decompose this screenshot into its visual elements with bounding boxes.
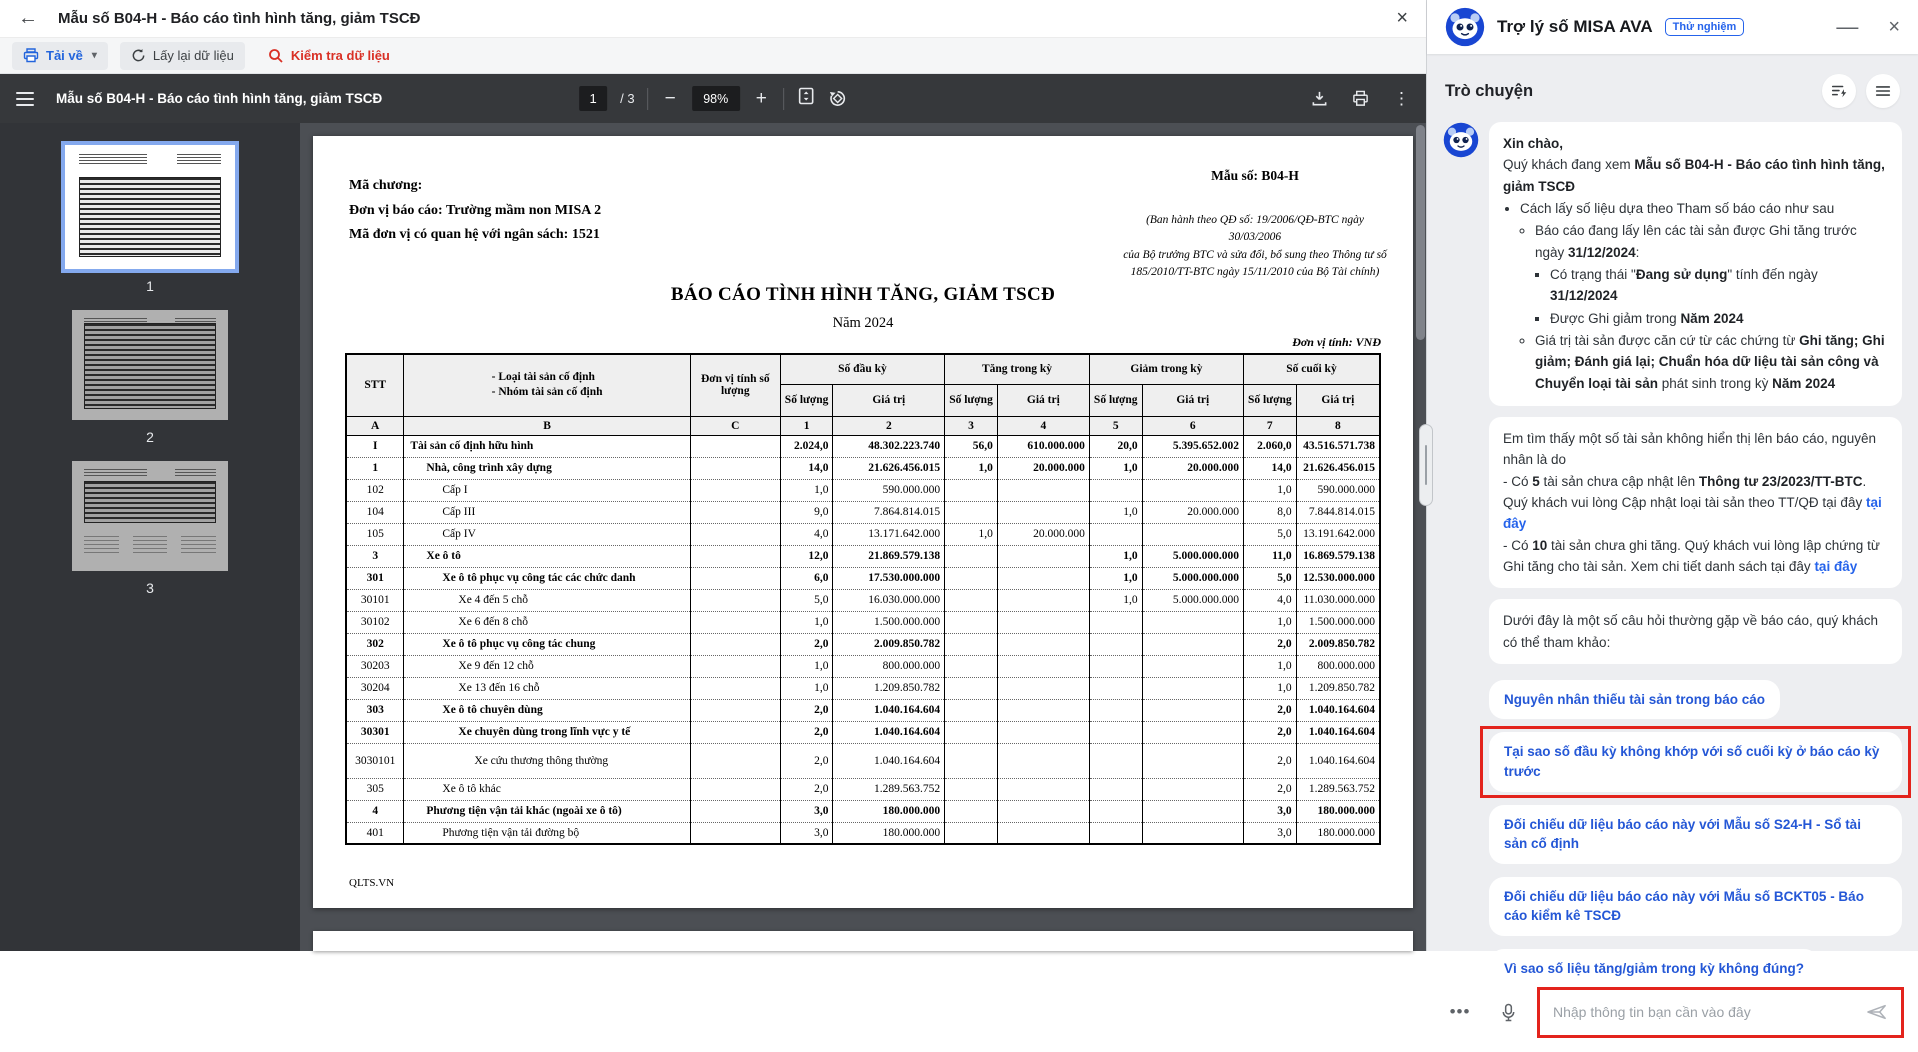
letter-header: B bbox=[404, 416, 690, 435]
table-row: 301 Xe ô tô phục vụ công tác các chức danh 6,0 17.530.000.000 1,0 5.000.000.000 5,0 12.530.000.000 bbox=[346, 567, 1380, 589]
col-header-increase: Tăng trong kỳ bbox=[945, 354, 1090, 384]
letter-header: 7 bbox=[1243, 416, 1296, 435]
thumbnail-page-number: 2 bbox=[146, 429, 154, 445]
letter-header: 2 bbox=[833, 416, 945, 435]
page-thumbnail-1[interactable] bbox=[65, 145, 235, 294]
page-thumbnail-2[interactable] bbox=[72, 310, 228, 445]
table-row: 3 Xe ô tô 12,0 21.869.579.138 1,0 5.000.000.000 11,0 16.869.579.138 bbox=[346, 545, 1380, 567]
download-button[interactable] bbox=[12, 42, 108, 70]
suggested-question-chip[interactable]: Đối chiếu dữ liệu báo cáo này với Mẫu số S24-H - Sổ tài sản cố định bbox=[1489, 805, 1902, 864]
pdf-action-icons bbox=[1311, 89, 1410, 109]
issue-note: (Ban hành theo QĐ số: 19/2006/QĐ-BTC ngày 30/03/2006 của Bộ trưởng BTC và sửa đổi, bổ sung theo Thông tư số 185/2010/TT-BTC ngày 15/11/2010 của Bộ Tài chính) bbox=[1123, 214, 1387, 278]
col-header-opening: Số đầu kỳ bbox=[780, 354, 944, 384]
highlight-annotation bbox=[1537, 987, 1904, 1038]
chat-body bbox=[1427, 54, 1918, 988]
window-header bbox=[0, 0, 1426, 38]
assistant-title: Trợ lý số MISA AVA bbox=[1497, 17, 1653, 36]
table-row: 30101 Xe 4 đến 5 chỗ 5,0 16.030.000.000 1,0 5.000.000.000 4,0 11.030.000.000 bbox=[346, 589, 1380, 611]
suggested-question-chip[interactable]: Nguyên nhân thiếu tài sản trong báo cáo bbox=[1489, 680, 1780, 720]
chat-message bbox=[1443, 122, 1902, 406]
col-header-closing: Số cuối kỳ bbox=[1243, 354, 1380, 384]
report-form-block bbox=[1119, 168, 1391, 281]
chapter-code-label: Mã chương: bbox=[349, 178, 423, 193]
zoom-level-value[interactable]: 98% bbox=[692, 86, 740, 111]
letter-header: 8 bbox=[1296, 416, 1380, 435]
form-number: Mẫu số: B04-H bbox=[1211, 168, 1299, 183]
check-data-button[interactable] bbox=[257, 42, 401, 70]
minimize-icon[interactable]: — bbox=[1836, 14, 1859, 39]
thumbnail-preview[interactable] bbox=[72, 461, 228, 571]
suggested-question-chip[interactable]: Tại sao số đầu kỳ không khớp với số cuối kỳ ở báo cáo kỳ trước bbox=[1489, 732, 1902, 791]
suggested-question-chip[interactable]: Vì sao số liệu tăng/giảm trong kỳ không đúng? bbox=[1489, 949, 1819, 989]
letter-header: 6 bbox=[1142, 416, 1243, 435]
table-row: 3030101 Xe cứu thương thông thường 2,0 1.040.164.604 2,0 1.040.164.604 bbox=[346, 743, 1380, 778]
message-bubble: Xin chào, Quý khách đang xem Mẫu số B04-H - Báo cáo tình hình tăng, giảm TSCĐ • Cách lấy số liệu dựa theo Tham số báo cáo như sau ◦ Báo cáo đang lấy lên các tài sản được Ghi tăng trước ngày 31/12/2024: ▪ Có trạng thái "Đang sử dụng" tính đến ngày 31/12/2024 ▪ Được Ghi giảm trong Năm 2024 ◦ Giá trị tài sản được căn cứ từ các chứng từ Ghi tăng; Ghi giảm; Đánh giá lại; Chuẩn hóa dữ liệu tài sản công và Chuyển loại tài sản phát sinh trong kỳ Năm 2024 bbox=[1489, 122, 1902, 406]
highlight-annotation bbox=[1480, 726, 1911, 797]
close-icon[interactable]: × bbox=[1888, 15, 1900, 38]
watermark-label: QLTS.VN bbox=[349, 877, 395, 889]
message-bubble: Em tìm thấy một số tài sản không hiển thị lên báo cáo, nguyên nhân là do - Có 5 tài sản chưa cập nhật lên Thông tư 23/2023/TT-BTC. Quý khách vui lòng Cập nhật loại tài sản theo TT/QĐ tại đây tại đây - Có 10 tài sản chưa ghi tăng. Quý khách vui lòng lập chứng từ Ghi tăng cho tài sản. Xem chi tiết danh sách tại đây tại đây bbox=[1489, 417, 1902, 588]
back-button[interactable]: ← bbox=[18, 7, 38, 30]
col-header-qty: Số lượng bbox=[945, 384, 998, 416]
zoom-out-button[interactable]: − bbox=[664, 87, 676, 109]
download-icon[interactable] bbox=[1311, 90, 1328, 107]
page-number-input[interactable]: 1 bbox=[579, 86, 607, 111]
thumbnail-panel bbox=[0, 123, 300, 951]
report-org-block bbox=[349, 174, 601, 248]
col-header-type: - Loại tài sản cố định - Nhóm tài sản cố định bbox=[404, 354, 690, 416]
table-row: 104 Cấp III 9,0 7.864.814.015 1,0 20.000.000 8,0 7.844.814.015 bbox=[346, 501, 1380, 523]
col-header-value: Giá trị bbox=[997, 384, 1089, 416]
microphone-icon bbox=[1500, 1003, 1517, 1022]
pdf-document-title: Mẫu số B04-H - Báo cáo tình hình tăng, giảm TSCĐ bbox=[56, 91, 383, 106]
table-row: 102 Cấp I 1,0 590.000.000 1,0 590.000.000 bbox=[346, 479, 1380, 501]
refresh-icon bbox=[131, 48, 146, 63]
check-button-label: Kiểm tra dữ liệu bbox=[290, 48, 390, 64]
window-close-icon[interactable]: × bbox=[1396, 7, 1408, 30]
viewer-scrollbar[interactable] bbox=[1416, 125, 1425, 945]
report-page-2-top bbox=[313, 931, 1413, 951]
col-header-value: Giá trị bbox=[1142, 384, 1243, 416]
chevron-down-icon[interactable]: ▾ bbox=[91, 50, 97, 62]
assistant-panel bbox=[1426, 0, 1918, 1022]
chat-menu-button[interactable] bbox=[1866, 74, 1900, 108]
table-row: 30204 Xe 13 đến 16 chỗ 1,0 1.209.850.782 1,0 1.209.850.782 bbox=[346, 677, 1380, 699]
assistant-header bbox=[1427, 0, 1918, 54]
asset-table bbox=[345, 353, 1381, 845]
chat-input-pill bbox=[1540, 990, 1901, 1035]
send-icon[interactable] bbox=[1866, 1003, 1888, 1021]
table-row: 401 Phương tiện vận tải đường bộ 3,0 180.000.000 3,0 180.000.000 bbox=[346, 822, 1380, 844]
search-icon bbox=[268, 48, 284, 64]
divider bbox=[783, 88, 784, 110]
thumbnail-preview[interactable] bbox=[72, 310, 228, 420]
thumbnail-preview[interactable] bbox=[65, 145, 235, 269]
more-actions-button[interactable] bbox=[1441, 993, 1479, 1031]
table-row: 305 Xe ô tô khác 2,0 1.289.563.752 2,0 1.289.563.752 bbox=[346, 778, 1380, 800]
col-header-qty: Số lượng bbox=[1243, 384, 1296, 416]
table-row: I Tài sản cố định hữu hình 2.024,0 48.302.223.740 56,0 610.000.000 20,0 5.395.652.002 2.060,0 43.516.571.738 bbox=[346, 435, 1380, 457]
table-row: 1 Nhà, công trình xây dựng 14,0 21.626.456.015 1,0 20.000.000 1,0 20.000.000 14,0 21.626.456.015 bbox=[346, 457, 1380, 479]
page-thumbnail-3[interactable] bbox=[72, 461, 228, 596]
budget-unit-code-label: Mã đơn vị có quan hệ với ngân sách: 1521 bbox=[349, 227, 600, 242]
voice-input-button[interactable] bbox=[1489, 993, 1527, 1031]
window-title: Mẫu số B04-H - Báo cáo tình hình tăng, giảm TSCĐ bbox=[58, 10, 421, 28]
table-row: 302 Xe ô tô phục vụ công tác chung 2,0 2.009.850.782 2,0 2.009.850.782 bbox=[346, 633, 1380, 655]
suggested-question-chip[interactable]: Đối chiếu dữ liệu báo cáo này với Mẫu số BCKT05 - Báo cáo kiểm kê TSCĐ bbox=[1489, 877, 1902, 936]
col-header-qty: Số lượng bbox=[780, 384, 833, 416]
chat-input-row bbox=[1427, 988, 1918, 1052]
letter-header: 5 bbox=[1089, 416, 1142, 435]
table-row: 4 Phương tiện vận tải khác (ngoài xe ô tô) 3,0 180.000.000 3,0 180.000.000 bbox=[346, 800, 1380, 822]
chat-message bbox=[1443, 417, 1902, 588]
message-bubble: Dưới đây là một số câu hỏi thường gặp về báo cáo, quý khách có thể tham khảo: bbox=[1489, 599, 1902, 664]
refresh-button-label: Lấy lại dữ liệu bbox=[152, 48, 234, 64]
menu-icon[interactable] bbox=[16, 92, 34, 106]
col-header-qty: Số lượng bbox=[1089, 384, 1142, 416]
report-page-1 bbox=[313, 136, 1413, 908]
page-scroll-area[interactable] bbox=[300, 123, 1426, 951]
rotate-icon[interactable] bbox=[828, 89, 847, 108]
table-row: 30301 Xe chuyên dùng trong lĩnh vực y tế 2,0 1.040.164.604 2,0 1.040.164.604 bbox=[346, 721, 1380, 743]
letter-header: C bbox=[690, 416, 780, 435]
table-row: 30102 Xe 6 đến 8 chỗ 1,0 1.500.000.000 1,0 1.500.000.000 bbox=[346, 611, 1380, 633]
print-icon[interactable] bbox=[1352, 90, 1369, 107]
letter-header: 3 bbox=[945, 416, 998, 435]
col-header-value: Giá trị bbox=[833, 384, 945, 416]
reporting-unit-label: Đơn vị báo cáo: Trường mầm non MISA 2 bbox=[349, 202, 602, 218]
col-header-unit: Đơn vị tính số lượng bbox=[690, 354, 780, 416]
download-button-label: Tải về bbox=[46, 48, 83, 64]
printer-icon bbox=[23, 48, 39, 63]
col-header-stt: STT bbox=[346, 354, 404, 416]
pdf-toolbar bbox=[0, 74, 1426, 123]
message-list bbox=[1443, 122, 1902, 664]
hamburger-icon bbox=[1874, 82, 1892, 100]
table-row: 303 Xe ô tô chuyên dùng 2,0 1.040.164.604 2,0 1.040.164.604 bbox=[346, 699, 1380, 721]
chat-text-input[interactable] bbox=[1553, 1004, 1866, 1020]
table-row: 30203 Xe 9 đến 12 chỗ 1,0 800.000.000 1,0 800.000.000 bbox=[346, 655, 1380, 677]
chat-message bbox=[1443, 599, 1902, 664]
chat-section-title: Trò chuyện bbox=[1445, 81, 1534, 100]
pdf-viewer-area bbox=[0, 123, 1426, 951]
currency-unit-label: Đơn vị tính: VNĐ bbox=[1292, 335, 1381, 349]
chat-section-header bbox=[1445, 74, 1900, 108]
report-toolbar bbox=[0, 38, 1426, 74]
misa-ava-logo bbox=[1445, 7, 1485, 47]
pdf-page-controls bbox=[579, 86, 847, 111]
new-chat-button[interactable] bbox=[1822, 74, 1856, 108]
assistant-avatar bbox=[1443, 122, 1479, 158]
page-count-label: / 3 bbox=[620, 91, 635, 106]
thumbnail-page-number: 1 bbox=[146, 278, 154, 294]
ellipsis-icon: ••• bbox=[1449, 1002, 1471, 1022]
panel-resize-handle[interactable] bbox=[1419, 424, 1433, 506]
zoom-in-button[interactable]: + bbox=[755, 87, 767, 109]
asset-table-wrap bbox=[345, 353, 1381, 845]
divider bbox=[648, 88, 649, 110]
refresh-data-button[interactable] bbox=[120, 42, 245, 70]
compose-flash-icon bbox=[1830, 82, 1848, 100]
more-options-icon[interactable]: ⋮ bbox=[1393, 88, 1410, 108]
letter-header: A bbox=[346, 416, 404, 435]
beta-badge: Thử nghiệm bbox=[1665, 18, 1745, 36]
suggested-questions bbox=[1443, 680, 1902, 989]
col-header-value: Giá trị bbox=[1296, 384, 1380, 416]
fit-page-icon[interactable] bbox=[797, 87, 815, 110]
letter-header: 4 bbox=[997, 416, 1089, 435]
report-title: BÁO CÁO TÌNH HÌNH TĂNG, GIẢM TSCĐ bbox=[670, 284, 1056, 305]
thumbnail-page-number: 3 bbox=[146, 580, 154, 596]
letter-header: 1 bbox=[780, 416, 833, 435]
report-year: Năm 2024 bbox=[832, 315, 894, 331]
col-header-decrease: Giảm trong kỳ bbox=[1089, 354, 1243, 384]
table-row: 105 Cấp IV 4,0 13.171.642.000 1,0 20.000.000 5,0 13.191.642.000 bbox=[346, 523, 1380, 545]
